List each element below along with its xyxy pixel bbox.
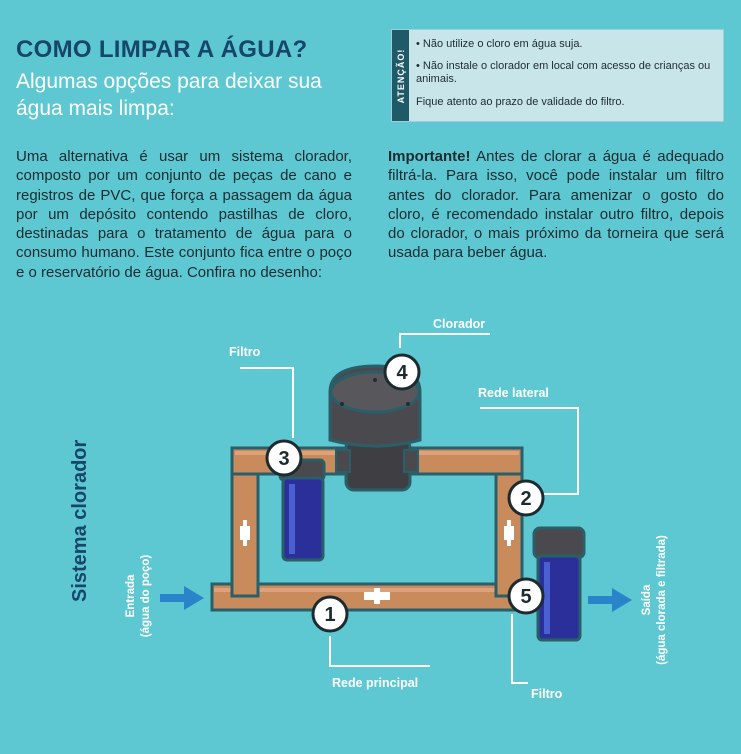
svg-text:2: 2 (520, 488, 532, 510)
badge-4 (385, 355, 419, 389)
label-filtro-bottom: Filtro (531, 687, 563, 701)
attention-item: • Não utilize o cloro em água suja. (416, 38, 583, 50)
svg-text:3: 3 (278, 448, 290, 470)
badge-2 (509, 481, 543, 515)
saida-label: Saída (641, 584, 653, 616)
attention-label: ATENÇÃO! (395, 48, 406, 103)
badge-5 (509, 579, 543, 613)
attention-item: • Não instale o clorador em local com acesso de crianças ou animais. (416, 60, 711, 85)
saida-sub-label: (água clorada e filtrada) (656, 535, 668, 665)
badge-1 (313, 597, 347, 631)
body-text-left: Uma alternativa é usar um sistema clorador, composto por um conjunto de peças de cano e registros de PVC, que força a passagem da água por um depósito contendo pastilhas de cloro, destinadas para o tratamento de água para o consumo humano. Este conjunto fica entre o poço e o reservatório de água. Confira no desenho: (16, 148, 352, 281)
attention-item: Fique atento ao prazo de validade do filtro. (416, 96, 625, 108)
svg-text:5: 5 (520, 586, 532, 608)
svg-text:1: 1 (324, 604, 336, 626)
system-label: Sistema clorador (69, 439, 91, 602)
entrada-sub-label: (água do poço) (140, 554, 152, 638)
page-subtitle: Algumas opções para deixar sua água mais limpa: (16, 70, 322, 120)
entrada-label: Entrada (125, 574, 137, 618)
important-label: Importante! (388, 148, 471, 165)
label-rede-principal: Rede principal (332, 676, 419, 690)
label-rede-lateral: Rede lateral (478, 386, 549, 400)
outlet-arrow (588, 588, 632, 612)
label-filtro-top: Filtro (229, 345, 261, 359)
page-title: COMO LIMPAR A ÁGUA? (16, 36, 308, 63)
label-clorador: Clorador (433, 317, 486, 331)
inlet-arrow (160, 586, 204, 610)
svg-text:4: 4 (396, 362, 408, 384)
badge-3 (267, 441, 301, 475)
important-text: Antes de clorar a água é adequado filtrá-la. Para isso, você pode instalar um filtro antes do clorador. Para amenizar o gosto do cloro, é recomendado instalar outro filtro, depois do clorador, o mais próximo da torneira que será usada para beber água. (388, 148, 724, 262)
